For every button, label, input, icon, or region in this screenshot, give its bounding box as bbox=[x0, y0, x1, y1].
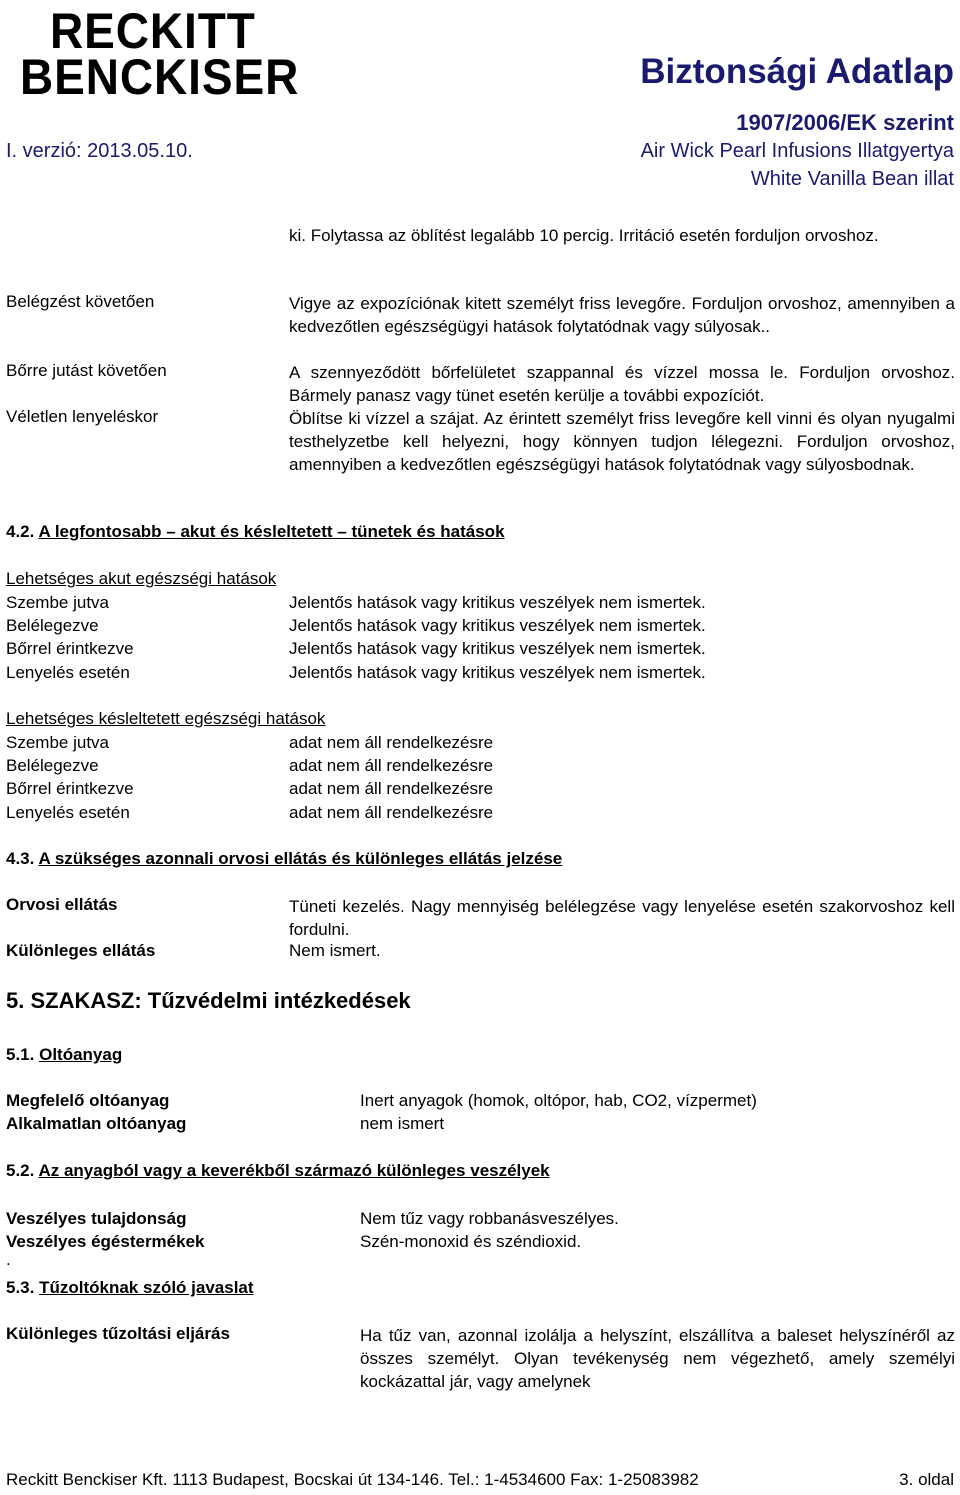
medical-care-label: Orvosi ellátás bbox=[6, 895, 118, 914]
section-5-2-title: Az anyagból vagy a keverékből származó különleges veszélyek bbox=[38, 1161, 550, 1180]
medical-care-value: Tüneti kezelés. Nagy mennyiség belélegzése vagy lenyelése esetén szakorvoshoz kell fordulni. bbox=[289, 897, 955, 939]
section-5-1-number: 5.1. bbox=[6, 1045, 35, 1064]
first-aid-label-ingestion: Véletlen lenyeléskor bbox=[6, 407, 159, 426]
acute-value-inhalation: Jelentős hatások vagy kritikus veszélyek nem ismertek. bbox=[289, 616, 706, 635]
version-date: I. verzió: 2013.05.10. bbox=[6, 140, 193, 162]
footer-company: Reckitt Benckiser Kft. 1113 Budapest, Bocskai út 134-146. Tel.: 1-4534600 Fax: 1-25083982 bbox=[6, 1470, 699, 1489]
hazard-property-label: Veszélyes tulajdonság bbox=[6, 1209, 187, 1228]
eye-contact-continued: ki. Folytassa az öblítést legalább 10 percig. Irritáció esetén forduljon orvoshoz. bbox=[289, 226, 879, 245]
section-4-3-heading bbox=[6, 849, 562, 869]
product-name: Air Wick Pearl Infusions Illatgyertya bbox=[640, 140, 954, 162]
delayed-label-skin: Bőrrel érintkezve bbox=[6, 779, 134, 798]
delayed-value-eye: adat nem áll rendelkezésre bbox=[289, 733, 494, 752]
logo-line-2: BENCKISER bbox=[20, 49, 300, 105]
acute-value-eye: Jelentős hatások vagy kritikus veszélyek nem ismertek. bbox=[289, 593, 706, 612]
section-5-1-heading bbox=[6, 1045, 122, 1065]
regulation-line: 1907/2006/EK szerint bbox=[736, 110, 954, 135]
section-4-2-heading bbox=[6, 522, 505, 542]
suitable-media-label: Megfelelő oltóanyag bbox=[6, 1091, 170, 1110]
delayed-label-inhalation: Belélegezve bbox=[6, 756, 99, 775]
delayed-value-skin: adat nem áll rendelkezésre bbox=[289, 779, 494, 798]
delayed-value-inhalation: adat nem áll rendelkezésre bbox=[289, 756, 494, 775]
section-5-3-title: Tűzoltóknak szóló javaslat bbox=[39, 1278, 254, 1297]
first-aid-text-skin: A szennyeződött bőrfelületet szappannal és vízzel mossa le. Forduljon orvoshoz. Bármely panasz vagy tünet esetén kerülje a további expozíciót. bbox=[289, 363, 955, 405]
section-5-1-title: Oltóanyag bbox=[39, 1045, 123, 1064]
acute-value-ingestion: Jelentős hatások vagy kritikus veszélyek nem ismertek. bbox=[289, 663, 706, 682]
firefighting-procedure-value: Ha tűz van, azonnal izolálja a helyszínt, elszállítva a baleset helyszínéről az összes személyt. Olyan tevékenység nem végezhető, amely személyi kockázattal jár, vagy amelynek bbox=[360, 1326, 955, 1391]
section-4-2-title: A legfontosabb – akut és késleltetett – tünetek és hatások bbox=[38, 522, 505, 541]
delayed-effects-title: Lehetséges késleltetett egészségi hatások bbox=[6, 709, 326, 728]
section-5-title: 5. SZAKASZ: Tűzvédelmi intézkedések bbox=[6, 988, 411, 1013]
section-5-3-number: 5.3. bbox=[6, 1278, 35, 1297]
acute-value-skin: Jelentős hatások vagy kritikus veszélyek nem ismertek. bbox=[289, 639, 706, 658]
unsuitable-media-value: nem ismert bbox=[360, 1114, 445, 1133]
hazard-property-value: Nem tűz vagy robbanásveszélyes. bbox=[360, 1209, 619, 1228]
delayed-value-ingestion: adat nem áll rendelkezésre bbox=[289, 803, 494, 822]
unsuitable-media-label: Alkalmatlan oltóanyag bbox=[6, 1114, 187, 1133]
combustion-products-value: Szén-monoxid és széndioxid. bbox=[360, 1232, 582, 1251]
section-4-3-title: A szükséges azonnali orvosi ellátás és különleges ellátás jelzése bbox=[38, 849, 563, 868]
first-aid-label-inhalation: Belégzést követően bbox=[6, 292, 155, 311]
acute-label-inhalation: Belélegezve bbox=[6, 616, 99, 635]
stray-dot: . bbox=[6, 1250, 11, 1269]
acute-label-skin: Bőrrel érintkezve bbox=[6, 639, 134, 658]
special-care-value: Nem ismert. bbox=[289, 941, 381, 960]
acute-effects-title: Lehetséges akut egészségi hatások bbox=[6, 569, 277, 588]
acute-label-ingestion: Lenyelés esetén bbox=[6, 663, 130, 682]
first-aid-label-skin: Bőrre jutást követően bbox=[6, 361, 167, 380]
first-aid-text-inhalation: Vigye az expozíciónak kitett személyt friss levegőre. Forduljon orvoshoz, amennyiben a kedvezőtlen egészségügyi hatások folytatódnak vagy súlyosak.. bbox=[289, 294, 955, 336]
suitable-media-value: Inert anyagok (homok, oltópor, hab, CO2, vízpermet) bbox=[360, 1091, 757, 1110]
section-4-3-number: 4.3. bbox=[6, 849, 35, 868]
section-4-2-number: 4.2. bbox=[6, 522, 35, 541]
combustion-products-label: Veszélyes égéstermékek bbox=[6, 1232, 205, 1251]
first-aid-text-ingestion: Öblítse ki vízzel a szájat. Az érintett személyt friss levegőre kell vinni és olyan nyugalmi testhelyzetbe kell helyezni, hogy könnyen tudjon lélegezni. Forduljon orvoshoz, amennyiben a kedvezőtlen egészségügyi hatások folytatódnak vagy súlyosbodnak. bbox=[289, 409, 955, 474]
delayed-label-ingestion: Lenyelés esetén bbox=[6, 803, 130, 822]
section-5-2-heading bbox=[6, 1161, 550, 1181]
footer-page-number: 3. oldal bbox=[899, 1470, 954, 1489]
firefighting-procedure-label: Különleges tűzoltási eljárás bbox=[6, 1324, 230, 1343]
section-5-2-number: 5.2. bbox=[6, 1161, 35, 1180]
page-footer bbox=[6, 1470, 954, 1490]
special-care-label: Különleges ellátás bbox=[6, 941, 156, 960]
acute-label-eye: Szembe jutva bbox=[6, 593, 109, 612]
section-5-3-heading bbox=[6, 1278, 254, 1298]
delayed-label-eye: Szembe jutva bbox=[6, 733, 109, 752]
product-variant: White Vanilla Bean illat bbox=[750, 168, 954, 190]
logo-line-1: RECKITT bbox=[50, 3, 256, 59]
document-title: Biztonsági Adatlap bbox=[640, 52, 954, 91]
